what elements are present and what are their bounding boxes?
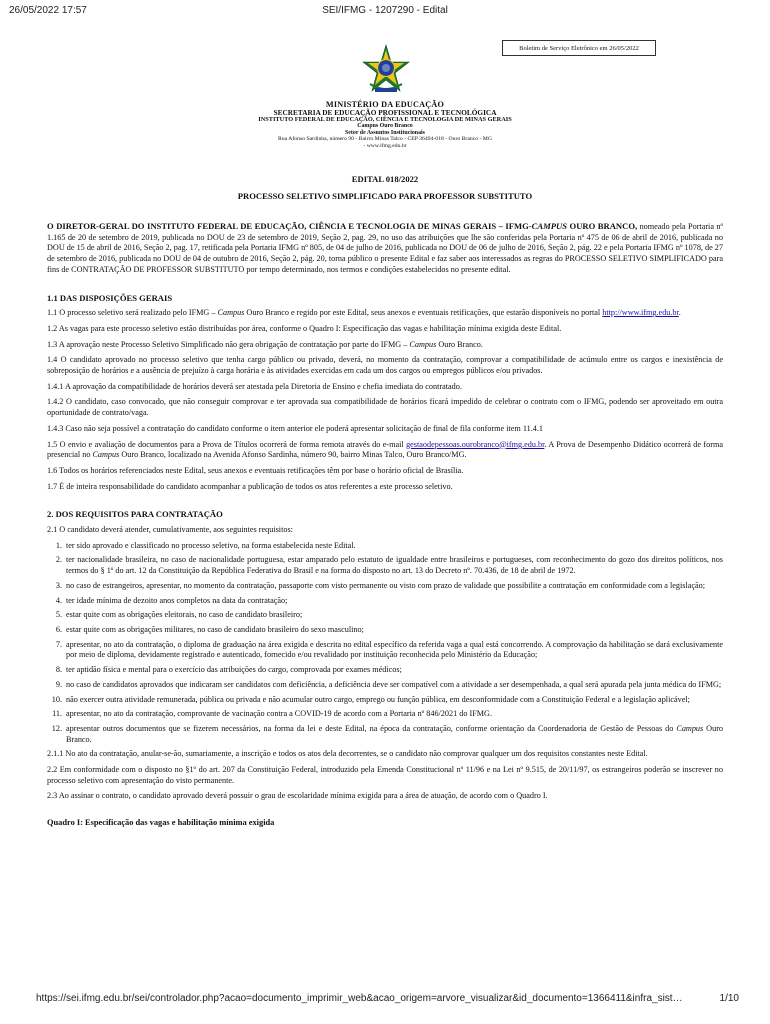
requirements-list (47, 541, 723, 746)
requirement-number: 5. (55, 610, 62, 620)
requirement-item (47, 695, 723, 706)
requirement-item (47, 724, 723, 745)
requirement-number: 11. (52, 709, 62, 719)
paragraph-1-3: 1.3 A aprovação neste Processo Seletivo Simplificado não gera obrigação de contratação por parte do IFMG – Campus Ouro Branco. (47, 339, 483, 349)
institution-block (0, 100, 770, 150)
institution-address: Rua Afonso Sardinha, número 90 - Bairro Minas Talco - CEP 36494-018 - Ouro Branco - MG (278, 136, 492, 143)
page-number: 1/10 (719, 993, 739, 1004)
paragraph-2-3: 2.3 Ao assinar o contrato, o candidato aprovado deverá possuir o grau de escolaridade mínima exigida para a área de atuação, de acordo com o Quadro I. (47, 791, 548, 801)
requirement-number: 9. (55, 679, 62, 689)
ministry-name: MINISTÉRIO DA EDUCAÇÃO (325, 100, 445, 109)
requirement-text: ter aptidão física e mental para o exercício das atribuições do cargo, comprovada por exames médicos; (66, 665, 402, 675)
intro-paragraph (47, 221, 723, 276)
brazil-coat-of-arms-icon (360, 44, 412, 96)
institution-website: - www.ifmg.edu.br (363, 142, 407, 149)
requirement-number: 7. (55, 639, 62, 649)
paragraph-1-6: 1.6 Todos os horários referenciados neste Edital, seus anexos e eventuais retificações têm por base o horário oficial de Brasília. (47, 465, 464, 475)
requirement-text: no caso de candidatos aprovados que indicaram ser candidatos com deficiência, a deficiência deve ser compatível com a atividade a ser desempenhada, a qual será apurada pela junta médica do IFMG; (66, 679, 722, 689)
requirement-number: 6. (55, 624, 62, 634)
requirement-text: ter nacionalidade brasileira, no caso de nacionalidade portuguesa, estar amparado pelo estatuto de igualdade entre brasileiros e portugueses, com reconhecimento do gozo dos direitos políticos, nos termos do § 1º do art. 12 da Constituição da República Federativa do Brasil e na forma do disposto no art. 13 do Decreto nº. 70.436, de 18 de abril de 1972. (66, 555, 723, 576)
paragraph-1-5: 1.5 O envio e avaliação de documentos para a Prova de Títulos ocorrerá de forma remota através do e-mail gestaodepessoas.ourobranco@ifmg.edu.br. A Prova de Desempenho Didático ocorrerá de forma presencial no Campus Ouro Branco, localizado na Avenida Afonso Sardinha, número 90, bairro Minas Talco, Ouro Branco/MG. (47, 439, 723, 460)
requirement-item (47, 541, 723, 552)
paragraph-1-1: 1.1 O processo seletivo será realizado pelo IFMG – Campus Ouro Branco e regido por este Edital, seus anexos e eventuais retificações, que estarão disponíveis no portal http://www.ifmg.edu.br. (47, 308, 681, 318)
requirement-item (47, 640, 723, 661)
quadro-title: Quadro I: Especificação das vagas e habilitação mínima exigida (47, 818, 275, 828)
sector-name: Setor de Assuntos Institucionais (345, 129, 425, 136)
paragraph-2-1: 2.1 O candidato deverá atender, cumulativamente, aos seguintes requisitos: (47, 525, 293, 535)
process-title: PROCESSO SELETIVO SIMPLIFICADO PARA PROFESSOR SUBSTITUTO (237, 191, 533, 201)
paragraph-1-4-2: 1.4.2 O candidato, caso convocado, que não conseguir comprovar e ter aprovada sua compatibilidade de horários ficará impedido de celebrar o contrato com o IFMG, podendo ser aproveitado em outra oportunidade de contrato/vaga. (47, 397, 723, 418)
requirement-item (47, 581, 723, 592)
requirement-number: 12. (51, 723, 62, 733)
requirement-text: apresentar, no ato da contratação, o diploma de graduação na área exigida e descrita no edital específico da referida vaga a qual está concorrendo. A comprovação da habilitação se dará exclusivamente por meio de diploma, devidamente registrado e autenticado, fornecido e/ou revalidado por instituição reconhecida pelo Ministério da Educação; (66, 639, 723, 660)
secretariat-name: SECRETARIA DE EDUCAÇÃO PROFISSIONAL E TECNOLÓGICA (273, 108, 497, 117)
requirement-text: apresentar, no ato da contratação, comprovante de vacinação contra a COVID-19 de acordo com a Portaria nº 846/2021 do IFMG. (66, 709, 492, 719)
requirement-text: apresentar outros documentos que se fizerem necessários, na forma da lei e deste Edital, na época da contratação, conforme orientação da Coordenadoria de Gestão de Pessoas do (66, 723, 677, 733)
portal-link[interactable]: http://www.ifmg.edu.br (602, 308, 679, 318)
requirement-number: 1. (55, 540, 62, 550)
requirement-text-end: Ouro Branco. (66, 723, 724, 744)
paragraph-1-4: 1.4 O candidato aprovado no processo seletivo que tenha cargo público ou privado, deverá, no momento da contratação, comprovar a compatibilidade de acúmulo entre os cargos e inexistência de sobreposição de horários e a ausência de prejuízo à carga horária e às atividades exercidas em cada um dos cargos ou empregos públicos e/ou privados. (47, 355, 723, 376)
paragraph-1-4-3: 1.4.3 Caso não seja possível a contratação do candidato conforme o item anterior ele poderá apresentar solicitação de final de fila conforme item 11.4.1 (47, 423, 543, 433)
email-link[interactable]: gestaodepessoas.ourobranco@ifmg.edu.br (406, 439, 545, 449)
print-datetime: 26/05/2022 17:57 (9, 5, 87, 16)
requirement-number: 3. (55, 580, 62, 590)
paragraph-1-7: 1.7 É de inteira responsabilidade do candidato acompanhar a publicação de todos os atos referentes a este processo seletivo. (47, 481, 453, 491)
paragraph-2-2: 2.2 Em conformidade com o disposto no §1º do art. 207 da Constituição Federal, introduzido pela Emenda Constitucional nº 11/96 e na Lei nº 9.515, de 20/11/97, os estrangeiros poderão se inscrever no processo seletivo com apresentação do visto permanente. (47, 765, 723, 785)
bulletin-stamp: Boletim de Serviço Eletrônico em 26/05/2022 (502, 40, 656, 56)
print-url: https://sei.ifmg.edu.br/sei/controlador.php?acao=documento_imprimir_web&acao_origem=arvore_visualizar&id_documento=1366411&infra_sist… (36, 993, 683, 1004)
requirement-text: estar quite com as obrigações eleitorais, no caso de candidato brasileiro; (66, 610, 303, 620)
print-footer (0, 993, 770, 1011)
edital-number: EDITAL 018/2022 (351, 174, 419, 184)
paragraph-1-2: 1.2 As vagas para este processo seletivo estão distribuídas por área, conforme o Quadro I: Especificação das vagas e habilitação mínima exigida deste Edital. (47, 323, 562, 333)
requirement-item (47, 665, 723, 676)
intro-lead: O DIRETOR-GERAL DO INSTITUTO FEDERAL DE EDUCAÇÃO, CIÊNCIA E TECNOLOGIA DE MINAS GERAIS – IFMG-CAMPUS OURO BRANCO, (47, 221, 638, 231)
paragraph-2-1-1: 2.1.1 No ato da contratação, anular-se-ão, sumariamente, a inscrição e todos os atos dela decorrentes, se o candidato não comprovar qualquer um dos requisitos constantes neste Edital. (47, 749, 648, 759)
section-1-title: 1.1 DAS DISPOSIÇÕES GERAIS (47, 292, 173, 303)
requirement-item (47, 555, 723, 576)
document-body (47, 221, 723, 829)
requirement-text: não exercer outra atividade remunerada, pública ou privada e não acumular outro cargo, emprego ou função pública, em desconformidade com a Constituição Federal e a legislação aplicável; (66, 694, 690, 704)
institute-name: INSTITUTO FEDERAL DE EDUCAÇÃO, CIÊNCIA E TECNOLOGIA DE MINAS GERAIS (258, 115, 512, 123)
requirement-item (47, 625, 723, 636)
campus-name: Campus Ouro Branco (357, 123, 413, 130)
section-2-title: 2. DOS REQUISITOS PARA CONTRATAÇÃO (47, 509, 223, 520)
requirement-text: no caso de estrangeiros, apresentar, no momento da contratação, passaporte com visto permanente ou visto com prazo de validade que possibilite a contratação em conformidade com a legislação; (66, 580, 705, 590)
print-header (0, 0, 770, 26)
requirement-text: ter idade mínima de dezoito anos completos na data da contratação; (66, 595, 288, 605)
intro-body: nomeado pela Portaria nº 1.165 de 20 de setembro de 2019, publicada no DOU de 23 de setembro de 2019, Seção 2, pag. 29, no uso das atribuições que lhe são conferidas pela Portaria nº 475 de 06 de abril de 2016, publicada no DOU de 15 de abril de 2016, Seção 2, pag. 17, retificada pela Portaria IFMG nº 805, de 04 de julho de 2016, publicada no DOU de 06 de julho de 2016, Seção 2, pág. 22 e pela Portaria IFMG nº 1078, de 27 de setembro de 2016, publicada no DOU de 04 de outubro de 2016, Seção 2, pág. 20, torna público o presente Edital e faz saber aos interessados as regras do PROCESSO SELETIVO SIMPLIFICADO para fins de CONTRATAÇÃO DE PROFESSOR SUBSTITUTO por tempo determinado, nos termos e condições estabelecidos no presente edital. (47, 222, 723, 274)
requirement-number: 8. (55, 665, 62, 675)
paragraph-1-4-1: 1.4.1 A aprovação da compatibilidade de horários deverá ser atestada pela Diretoria de Ensino e chefia imediata do contratado. (47, 381, 462, 391)
requirement-item (47, 610, 723, 621)
requirement-number: 10. (51, 694, 62, 704)
requirement-item (47, 680, 723, 691)
requirement-number: 4. (55, 595, 62, 605)
requirement-text: estar quite com as obrigações militares, no caso de candidato brasileiro do sexo masculino; (66, 624, 364, 634)
requirement-item (47, 596, 723, 607)
requirement-text: ter sido aprovado e classificado no processo seletivo, na forma estabelecida neste Edital. (66, 540, 356, 550)
requirement-text-italic: Campus (676, 723, 704, 733)
print-title: SEI/IFMG - 1207290 - Edital (322, 5, 448, 16)
requirement-number: 2. (55, 555, 62, 565)
requirement-item (47, 709, 723, 720)
